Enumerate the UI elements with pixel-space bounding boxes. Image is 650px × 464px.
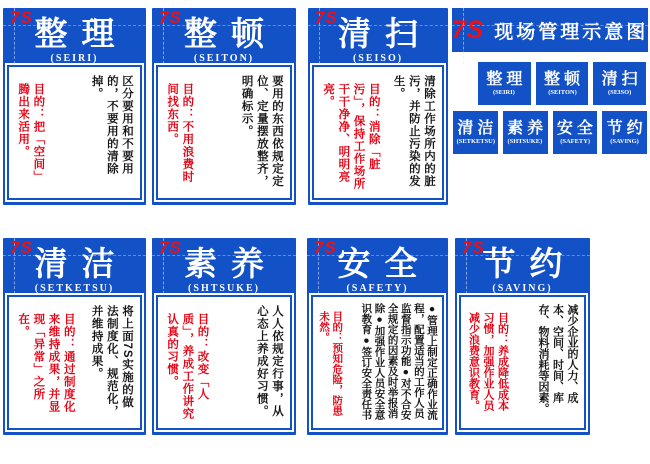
panel-text-red: 目的：养成降低成本习惯，加强作业人员减少浪费意识教育。 [467, 312, 509, 411]
panel-text-black: 减少企业的人力、成本、空间、时间、库存、物料消耗等因素。 [536, 304, 578, 414]
seven-s-tag: 7S [314, 238, 337, 257]
overview-box-safety [553, 111, 598, 154]
panel-text-red: 目的：把「空间」腾出来活用。 [17, 83, 45, 183]
overview-header [452, 8, 648, 52]
seven-s-tag: 7S [10, 8, 33, 27]
poster-panel-setketsu [3, 238, 146, 435]
panel-title: 整理 [34, 15, 129, 52]
overview-box-title: 素养 [507, 119, 548, 137]
poster-panel-saving [455, 238, 590, 435]
panel-romaji: (SHTSUKE) [188, 282, 260, 294]
panel-text-red: 目的：预知危险，防患未然。 [318, 311, 344, 416]
panel-romaji: (SEISO) [352, 52, 404, 64]
overview-box-romaji: (SEITON) [547, 88, 577, 96]
overview-box-seiso [593, 62, 646, 105]
panel-body [312, 65, 444, 200]
poster-panel-shtsuke [152, 238, 296, 435]
overview-box-shtsuke [503, 111, 548, 154]
panel-body [7, 295, 142, 430]
seven-s-tag: 7S [10, 238, 33, 257]
panel-title: 节约 [482, 245, 577, 282]
overview-box-saving [602, 111, 647, 154]
panel-text-red: 目的：不用浪费时间找东西。 [166, 83, 194, 183]
seven-s-tag: 7S [462, 238, 485, 257]
panel-romaji: (SAVING) [492, 282, 553, 294]
panel-text-red: 目的：通过制度化来维持成果，并显现「异常」之所在。 [17, 313, 75, 413]
overview-row-1 [478, 62, 646, 105]
panel-title: 素养 [184, 245, 278, 282]
panel-body [311, 295, 444, 430]
panel-title: 清洁 [34, 245, 129, 282]
panel-text-black: ●管理上制定正确作业流程，配置适当的工作人员监督指示功能●对不合安全规定的因素及时举报消除●加强作业人员安全意识教育●签订安全责任书 [360, 303, 438, 420]
panel-romaji: (SAFETY) [346, 282, 409, 294]
overview-box-title: 节约 [606, 119, 647, 137]
panel-text-black: 将上面7S实施的做法制度化、规范化，并维持成果。 [90, 305, 133, 418]
poster-panel-safety [307, 238, 448, 435]
overview-box-romaji: (SHTSUKE) [507, 137, 543, 145]
panel-text-black: 清除工作场所内的脏污，并防止污染的发生。 [392, 75, 435, 188]
poster-panel-seiri [3, 8, 146, 205]
overview-box-title: 整顿 [544, 70, 585, 88]
overview-box-title: 清扫 [601, 70, 642, 88]
overview-title: 现场管理示意图 [494, 21, 649, 43]
panel-text-black: 人人依规定行事，从心态上养成好习惯。 [255, 305, 283, 418]
panel-title: 清扫 [338, 15, 432, 52]
overview-box-romaji: (SEIRI) [493, 88, 516, 96]
panel-body [156, 65, 292, 200]
panel-text-red: 目的：改变「人质」，养成工作讲究认真的习惯。 [166, 313, 209, 420]
panel-title: 整顿 [184, 15, 278, 52]
overview-box-title: 整理 [486, 70, 527, 88]
panel-text-black: 要用的东西依规定定位、定量摆放整齐，明确标示。 [240, 75, 283, 188]
panel-romaji: (SETKETSU) [34, 282, 115, 294]
overview-box-seiton [536, 62, 589, 105]
panel-title: 安全 [337, 245, 432, 282]
seven-s-tag: 7S [159, 238, 182, 257]
panel-body [156, 295, 292, 430]
seven-s-tag: 7S [315, 8, 338, 27]
overview-box-title: 清洁 [457, 119, 498, 137]
overview-body [452, 52, 648, 152]
overview-seven-s-tag: 7S [451, 15, 485, 44]
panel-romaji: (SEIRI) [50, 52, 99, 64]
overview-box-romaji: (SETKETSU) [456, 137, 495, 145]
panel-body [459, 295, 586, 430]
crop-mark [452, 25, 648, 26]
poster-panel-seiton [152, 8, 296, 205]
panel-text-red: 目的：消除「脏污」，保持工作场所干干净净、明明亮亮。 [322, 83, 380, 190]
overview-box-romaji: (SAFETY) [560, 137, 590, 145]
panel-romaji: (SEITON) [193, 52, 255, 64]
overview-box-title: 安全 [556, 119, 597, 137]
overview-row-2 [453, 111, 647, 154]
overview-box-seiri [478, 62, 531, 105]
panel-body [7, 65, 142, 200]
crop-mark [463, 8, 464, 64]
overview-box-setketsu [453, 111, 498, 154]
overview-panel [452, 8, 648, 152]
poster-panel-seiso [308, 8, 448, 205]
seven-s-tag: 7S [159, 8, 182, 27]
panel-text-black: 区分要用和不要用的，不要用的清除掉。 [90, 75, 133, 175]
overview-box-romaji: (SAVING) [610, 137, 639, 145]
overview-box-romaji: (SEISO) [608, 88, 632, 96]
